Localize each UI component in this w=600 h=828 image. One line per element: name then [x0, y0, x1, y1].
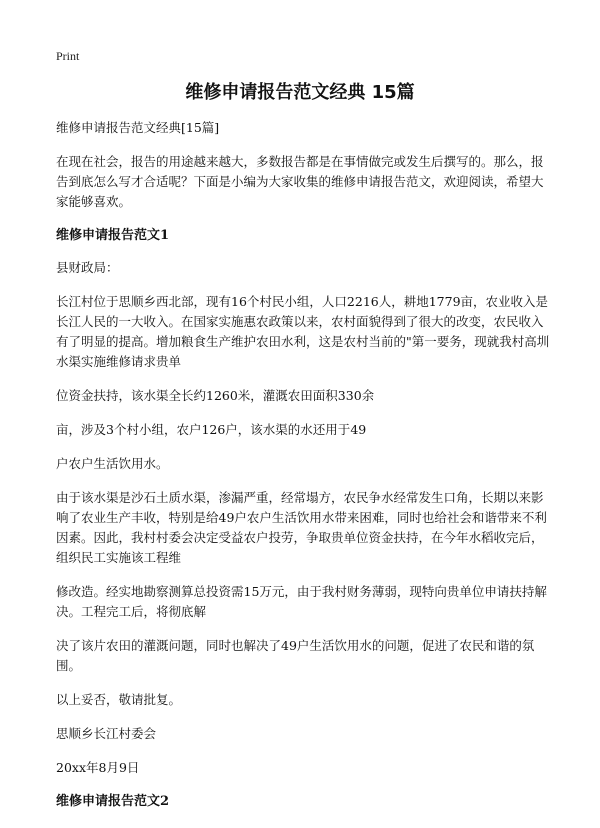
section-heading-1: 维修申请报告范文1 [56, 228, 170, 243]
intro-paragraph: 在现在社会，报告的用途越来越大，多数报告都是在事情做完或发生后撰写的。那么，报告到底怎么写才合适呢？下面是小编为大家收集的维修申请报告范文，欢迎阅读，希望大家能够喜欢。 [56, 154, 544, 209]
page-title: 维修申请报告范文经典 15篇 [185, 82, 415, 103]
salutation: 县财政局： [56, 260, 119, 275]
article-body [56, 118, 550, 824]
body-paragraph: 长江村位于思顺乡西北部，现有16个村民小组，人口2216人，耕地1779亩，农业收入是长江人民的一大收入。在国家实施惠农政策以来，农村面貌得到了很大的改变，农民收入有了明显的提高。增加粮食生产维护农田水利，这是农村当前的"第一要务，现就我村高圳水渠实施维修请求贵单 [56, 294, 550, 369]
print-link[interactable]: Print [56, 49, 80, 63]
signature: 思顺乡长江村委会 [56, 726, 157, 741]
date: 20xx年8月9日 [56, 760, 140, 775]
closing-line: 以上妥否，敬请批复。 [56, 692, 182, 707]
body-paragraph: 修改造。经实地勘察测算总投资需15万元，由于我村财务薄弱，现特向贵单位申请扶持解决。工程完工后，将彻底解 [56, 584, 547, 619]
body-paragraph: 决了该片农田的灌溉问题，同时也解决了49户生活饮用水的问题，促进了农民和谐的氛围。 [56, 638, 535, 673]
body-paragraph: 由于该水渠是沙石土质水渠，渗漏严重，经常塌方，农民争水经常发生口角，长期以来影响了农业生产丰收，特别是给49户农户生活饮用水带来困难，同时也给社会和谐带来不利因素。因此，我村村委会决定受益农户投劳，争取贵单位资金扶持，在今年水稻收完后，组织民工实施该工程维 [56, 490, 547, 565]
body-paragraph: 亩，涉及3个村小组，农户126户，该水渠的水还用于49 [56, 422, 367, 437]
body-paragraph: 户农户生活饮用水。 [56, 456, 169, 471]
subtitle: 维修申请报告范文经典[15篇] [56, 120, 220, 135]
body-paragraph: 位资金扶持，该水渠全长约1260米，灌溉农田面积330余 [56, 388, 375, 403]
section-heading-2: 维修申请报告范文2 [56, 794, 170, 809]
